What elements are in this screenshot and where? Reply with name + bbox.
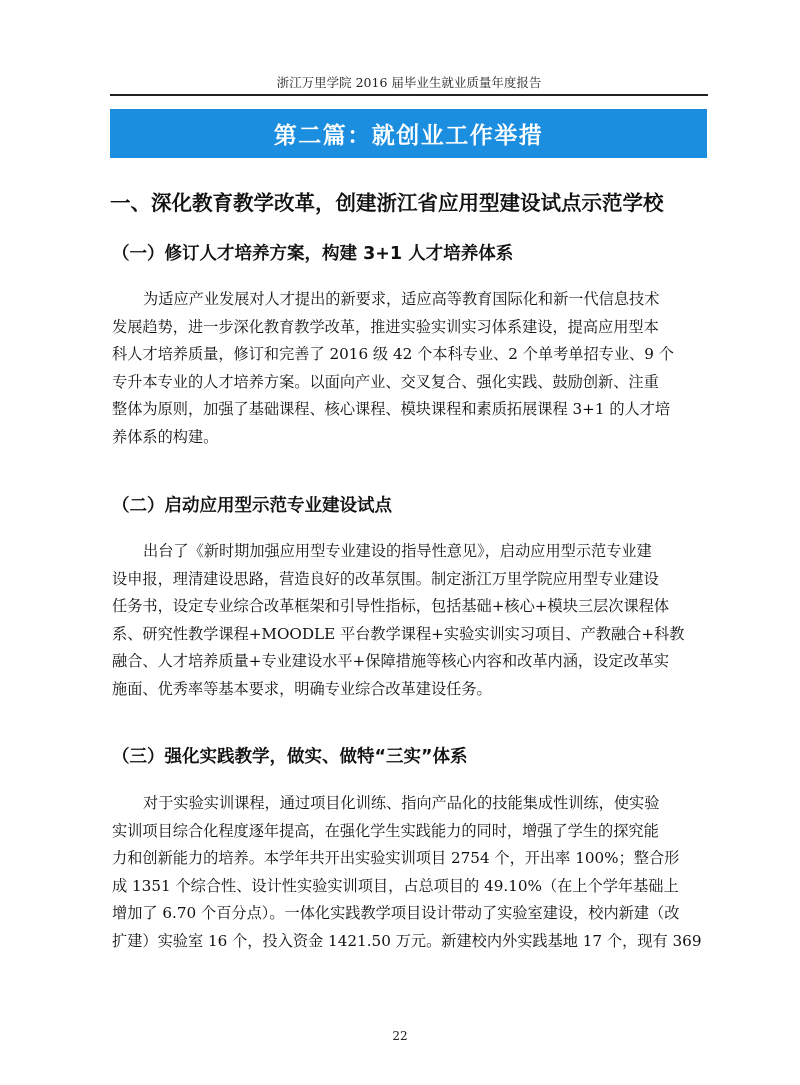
text-line: 科人才培养质量，修订和完善了 2016 级 42 个本科专业、2 个单考单招专业、9 个 (112, 345, 674, 364)
text-line: 对于实验实训课程，通过项目化训练、指向产品化的技能集成性训练，使实验 (143, 794, 660, 812)
text-line: 整体为原则，加强了基础课程、核心课程、模块课程和素质拓展课程 3+1 的人才培 (112, 400, 671, 419)
text-line: 扩建）实验室 16 个，投入资金 1421.50 万元。新建校内外实践基地 17 个，现有 369 (112, 931, 702, 950)
subsection-heading-3: （三）强化实践教学，做实、做特“三实”体系 (112, 747, 468, 767)
chapter-title: 第二篇：就创业工作举措 (273, 123, 544, 149)
running-header: 浙江万里学院 2016 届毕业生就业质量年度报告 (276, 75, 542, 90)
paragraph-3 (112, 790, 706, 956)
text-line: 出台了《新时期加强应用型专业建设的指导性意见》，启动应用型示范专业建 (143, 542, 652, 560)
page-number: 22 (392, 1029, 408, 1043)
text-line: 力和创新能力的培养。本学年共开出实验实训项目 2754 个，开出率 100%；整合形 (112, 849, 680, 868)
subsection-heading-2: （二）启动应用型示范专业建设试点 (112, 496, 392, 516)
paragraph-2 (112, 538, 706, 704)
text-line: 为适应产业发展对人才提出的新要求，适应高等教育国际化和新一代信息技术 (143, 290, 660, 308)
paragraph-1 (112, 286, 706, 452)
text-line: 施面、优秀率等基本要求，明确专业综合改革建设任务。 (112, 679, 492, 698)
text-line: 成 1351 个综合性、设计性实验实训项目，占总项目的 49.10%（在上个学年基础上 (112, 876, 679, 895)
section-heading: 一、深化教育教学改革，创建浙江省应用型建设试点示范学校 (110, 191, 664, 215)
text-line: 任务书，设定专业综合改革框架和引导性指标，包括基础+核心+模块三层次课程体 (112, 597, 670, 616)
text-line: 养体系的构建。 (112, 427, 219, 446)
chapter-banner (110, 109, 707, 158)
subsection-heading-1: （一）修订人才培养方案，构建 3+1 人才培养体系 (112, 244, 514, 264)
text-line: 系、研究性教学课程+MOODLE 平台教学课程+实验实训实习项目、产教融合+科教 (112, 624, 685, 643)
text-line: 实训项目综合化程度逐年提高，在强化学生实践能力的同时，增强了学生的探究能 (112, 821, 659, 840)
header-divider (110, 94, 708, 96)
text-line: 专升本专业的人才培养方案。以面向产业、交叉复合、强化实践、鼓励创新、注重 (112, 372, 659, 391)
text-line: 融合、人才培养质量+专业建设水平+保障措施等核心内容和改革内涵，设定改革实 (112, 652, 670, 671)
text-line: 发展趋势，进一步深化教育教学改革，推进实验实训实习体系建设，提高应用型本 (112, 317, 659, 336)
text-line: 增加了 6.70 个百分点）。一体化实践教学项目设计带动了实验室建设，校内新建（改 (112, 904, 680, 923)
text-line: 设申报，理清建设思路，营造良好的改革氛围。制定浙江万里学院应用型专业建设 (112, 569, 659, 588)
